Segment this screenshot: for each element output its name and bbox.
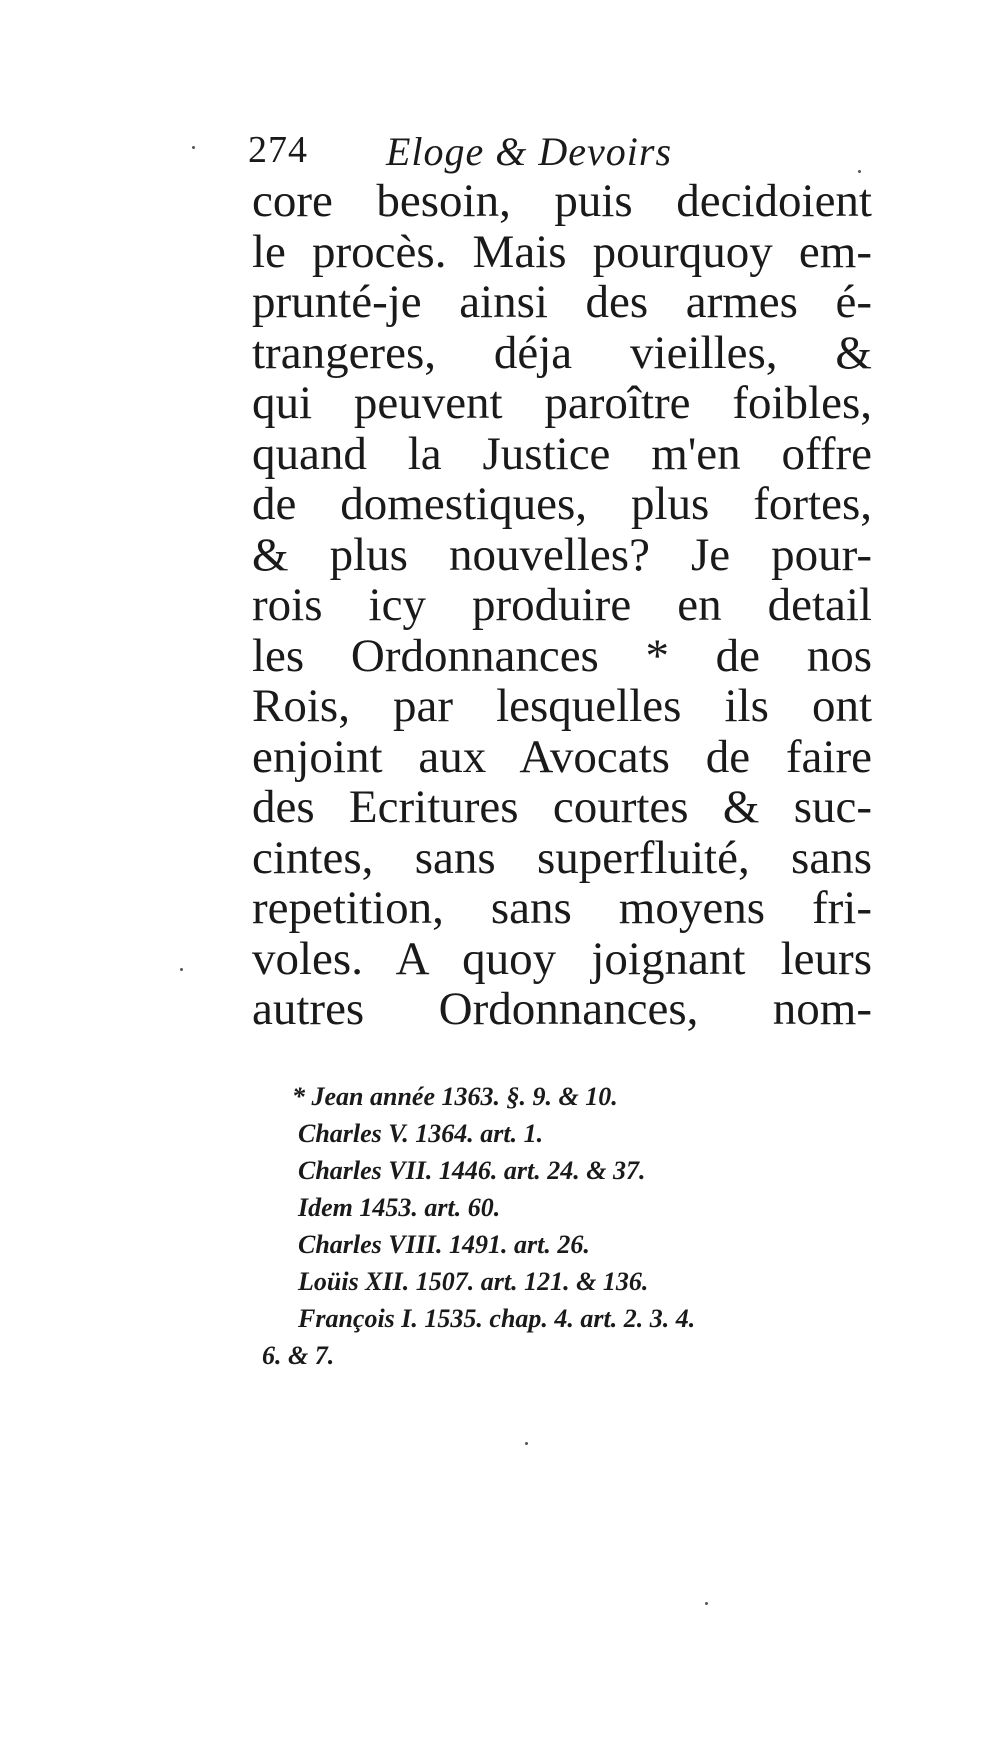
running-title: Eloge & Devoirs: [386, 129, 673, 174]
running-head: [248, 128, 808, 178]
text-line: qui peuvent paroître foibles,: [252, 377, 872, 429]
footnote-line: François I. 1535. chap. 4. art. 2. 3. 4.: [298, 1304, 696, 1333]
text-line: autres Ordonnances, nom-: [252, 983, 872, 1035]
text-line: voles. A quoy joignant leurs: [252, 932, 872, 985]
text-line: enjoint aux Avocats de faire: [252, 730, 872, 783]
ink-speck: [525, 1442, 528, 1445]
text-line: & plus nouvelles? Je pour-: [252, 528, 872, 581]
footnote-line: 6. & 7.: [262, 1341, 335, 1370]
ink-speck: [858, 170, 861, 173]
text-line: prunté-je ainsi des armes é-: [252, 276, 872, 328]
text-line: des Ecritures courtes & suc-: [252, 781, 872, 833]
text-line: core besoin, puis decidoient: [252, 175, 872, 227]
page-number: 274: [248, 129, 308, 171]
footnote-line: Idem 1453. art. 60.: [298, 1193, 501, 1222]
body-text: [252, 176, 872, 1035]
footnotes: [262, 1078, 872, 1374]
footnote-line: Charles VIII. 1491. art. 26.: [298, 1230, 590, 1259]
text-line: Rois, par lesquelles ils ont: [252, 680, 872, 732]
ink-speck: [180, 968, 183, 971]
text-line: quand la Justice m'en offre: [252, 427, 872, 480]
ink-speck: [705, 1602, 708, 1605]
text-line: de domestiques, plus fortes,: [252, 478, 872, 530]
footnote-line: Charles V. 1364. art. 1.: [298, 1119, 544, 1148]
footnote-line: Charles VII. 1446. art. 24. & 37.: [298, 1156, 646, 1185]
text-line: cintes, sans superfluité, sans: [252, 831, 872, 884]
text-line: les Ordonnances * de nos: [252, 629, 872, 682]
ink-speck: [192, 146, 195, 149]
text-line: repetition, sans moyens fri-: [252, 882, 872, 934]
text-line: le procès. Mais pourquoy em-: [252, 225, 872, 278]
text-line: rois icy produire en detail: [252, 579, 872, 631]
text-line: trangeres, déja vieilles, &: [252, 326, 872, 379]
footnote-line: Loüis XII. 1507. art. 121. & 136.: [298, 1267, 649, 1296]
footnote-line: * Jean année 1363. §. 9. & 10.: [292, 1082, 618, 1111]
